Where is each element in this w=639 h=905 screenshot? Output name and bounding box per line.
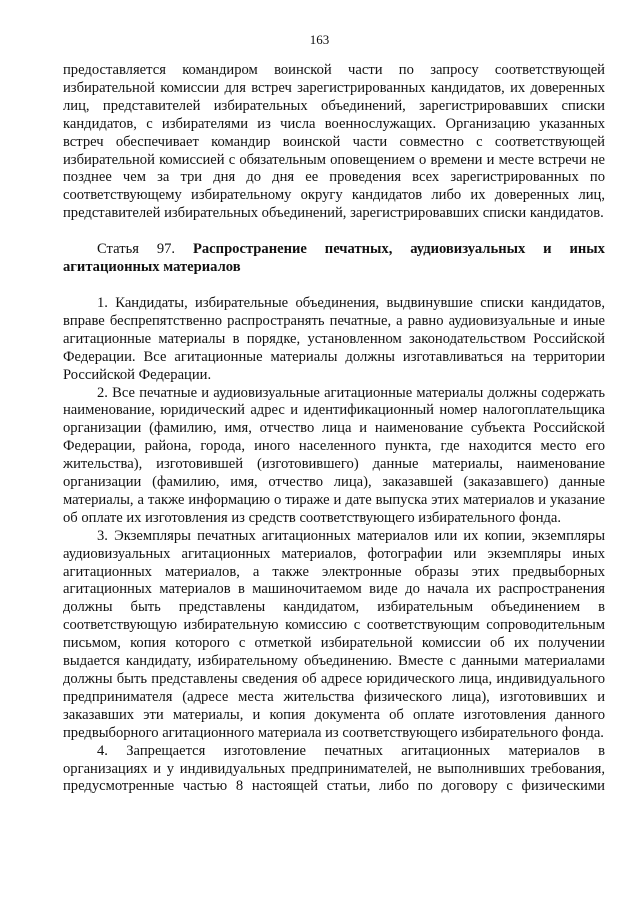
document-body: [63, 62, 605, 796]
paragraph-3: 3. Экземпляры печатных агитационных материалов или их копии, экземпляры аудиовизуальных агитационных материалов, фотографии или экземпляры иных агитационных материалов, а также электронные образы этих предвыборных агитационных материалов в машиночитаемом виде до начала их распространения должны быть представлены кандидатом, избирательным объединением в соответствующую избирательную комиссию с соответствующим сопроводительным письмом, копия которого с отметкой избирательной комиссии об их получении выдается кандидату, избирательному объединению. Вместе с данными материалами должны быть представлены сведения об адресе юридического лица, индивидуального предпринимателя (адресе места жительства физического лица), изготовивших и заказавших эти материалы, и копия документа об оплате изготовления данного предвыборного агитационного материала из соответствующего избирательного фонда.: [63, 527, 605, 741]
article-title: Распространение печатных, аудиовизуальных и иных агитационных материалов: [63, 241, 605, 276]
paragraph-continuation: предоставляется командиром воинской части по запросу соответствующей избирательной комиссии для встреч зарегистрированных кандидатов, их доверенных лиц, представителей избирательных объединений, зарегистрировавших списки кандидатов, с избирателями из числа военнослужащих. Организацию указанных встреч обеспечивает командир воинской части совместно с соответствующей избирательной комиссией с обязательным оповещением о времени и месте встречи не позднее чем за три дня до дня ее проведения всех зарегистрированных по соответствующему избирательному округу кандидатов либо их доверенных лиц, представителей избирательных объединений, зарегистрировавших списки кандидатов.: [63, 62, 605, 222]
page-number: 163: [309, 32, 330, 47]
article-heading: [63, 241, 605, 277]
article-number: Статья 97.: [97, 241, 176, 258]
paragraph-2: 2. Все печатные и аудиовизуальные агитационные материалы должны содержать наименование, юридический адрес и идентификационный номер налогоплательщика организации (фамилию, имя, отчество лица и наименование субъекта Российской Федерации, района, города, иного населенного пункта, где находится место его жительства), изготовившей (изготовившего) данные материалы, наименование организации (фамилию, имя, отчество лица), заказавшей (заказавшего) данные материалы, а также информацию о тираже и дате выпуска этих материалов и указание об оплате их изготовления из средств соответствующего избирательного фонда.: [63, 384, 605, 526]
paragraph-4: 4. Запрещается изготовление печатных агитационных материалов в организациях и у индивидуальных предпринимателей, не выполнивших требования, предусмотренные частью 8 настоящей статьи, либо по договору с физическими: [63, 742, 605, 795]
paragraph-1: 1. Кандидаты, избирательные объединения, выдвинувшие списки кандидатов, вправе беспрепятственно распространять печатные, а равно аудиовизуальные и иные агитационные материалы в порядке, установленном законодательством Российской Федерации. Все агитационные материалы должны изготавливаться на территории Российской Федерации.: [63, 294, 605, 383]
